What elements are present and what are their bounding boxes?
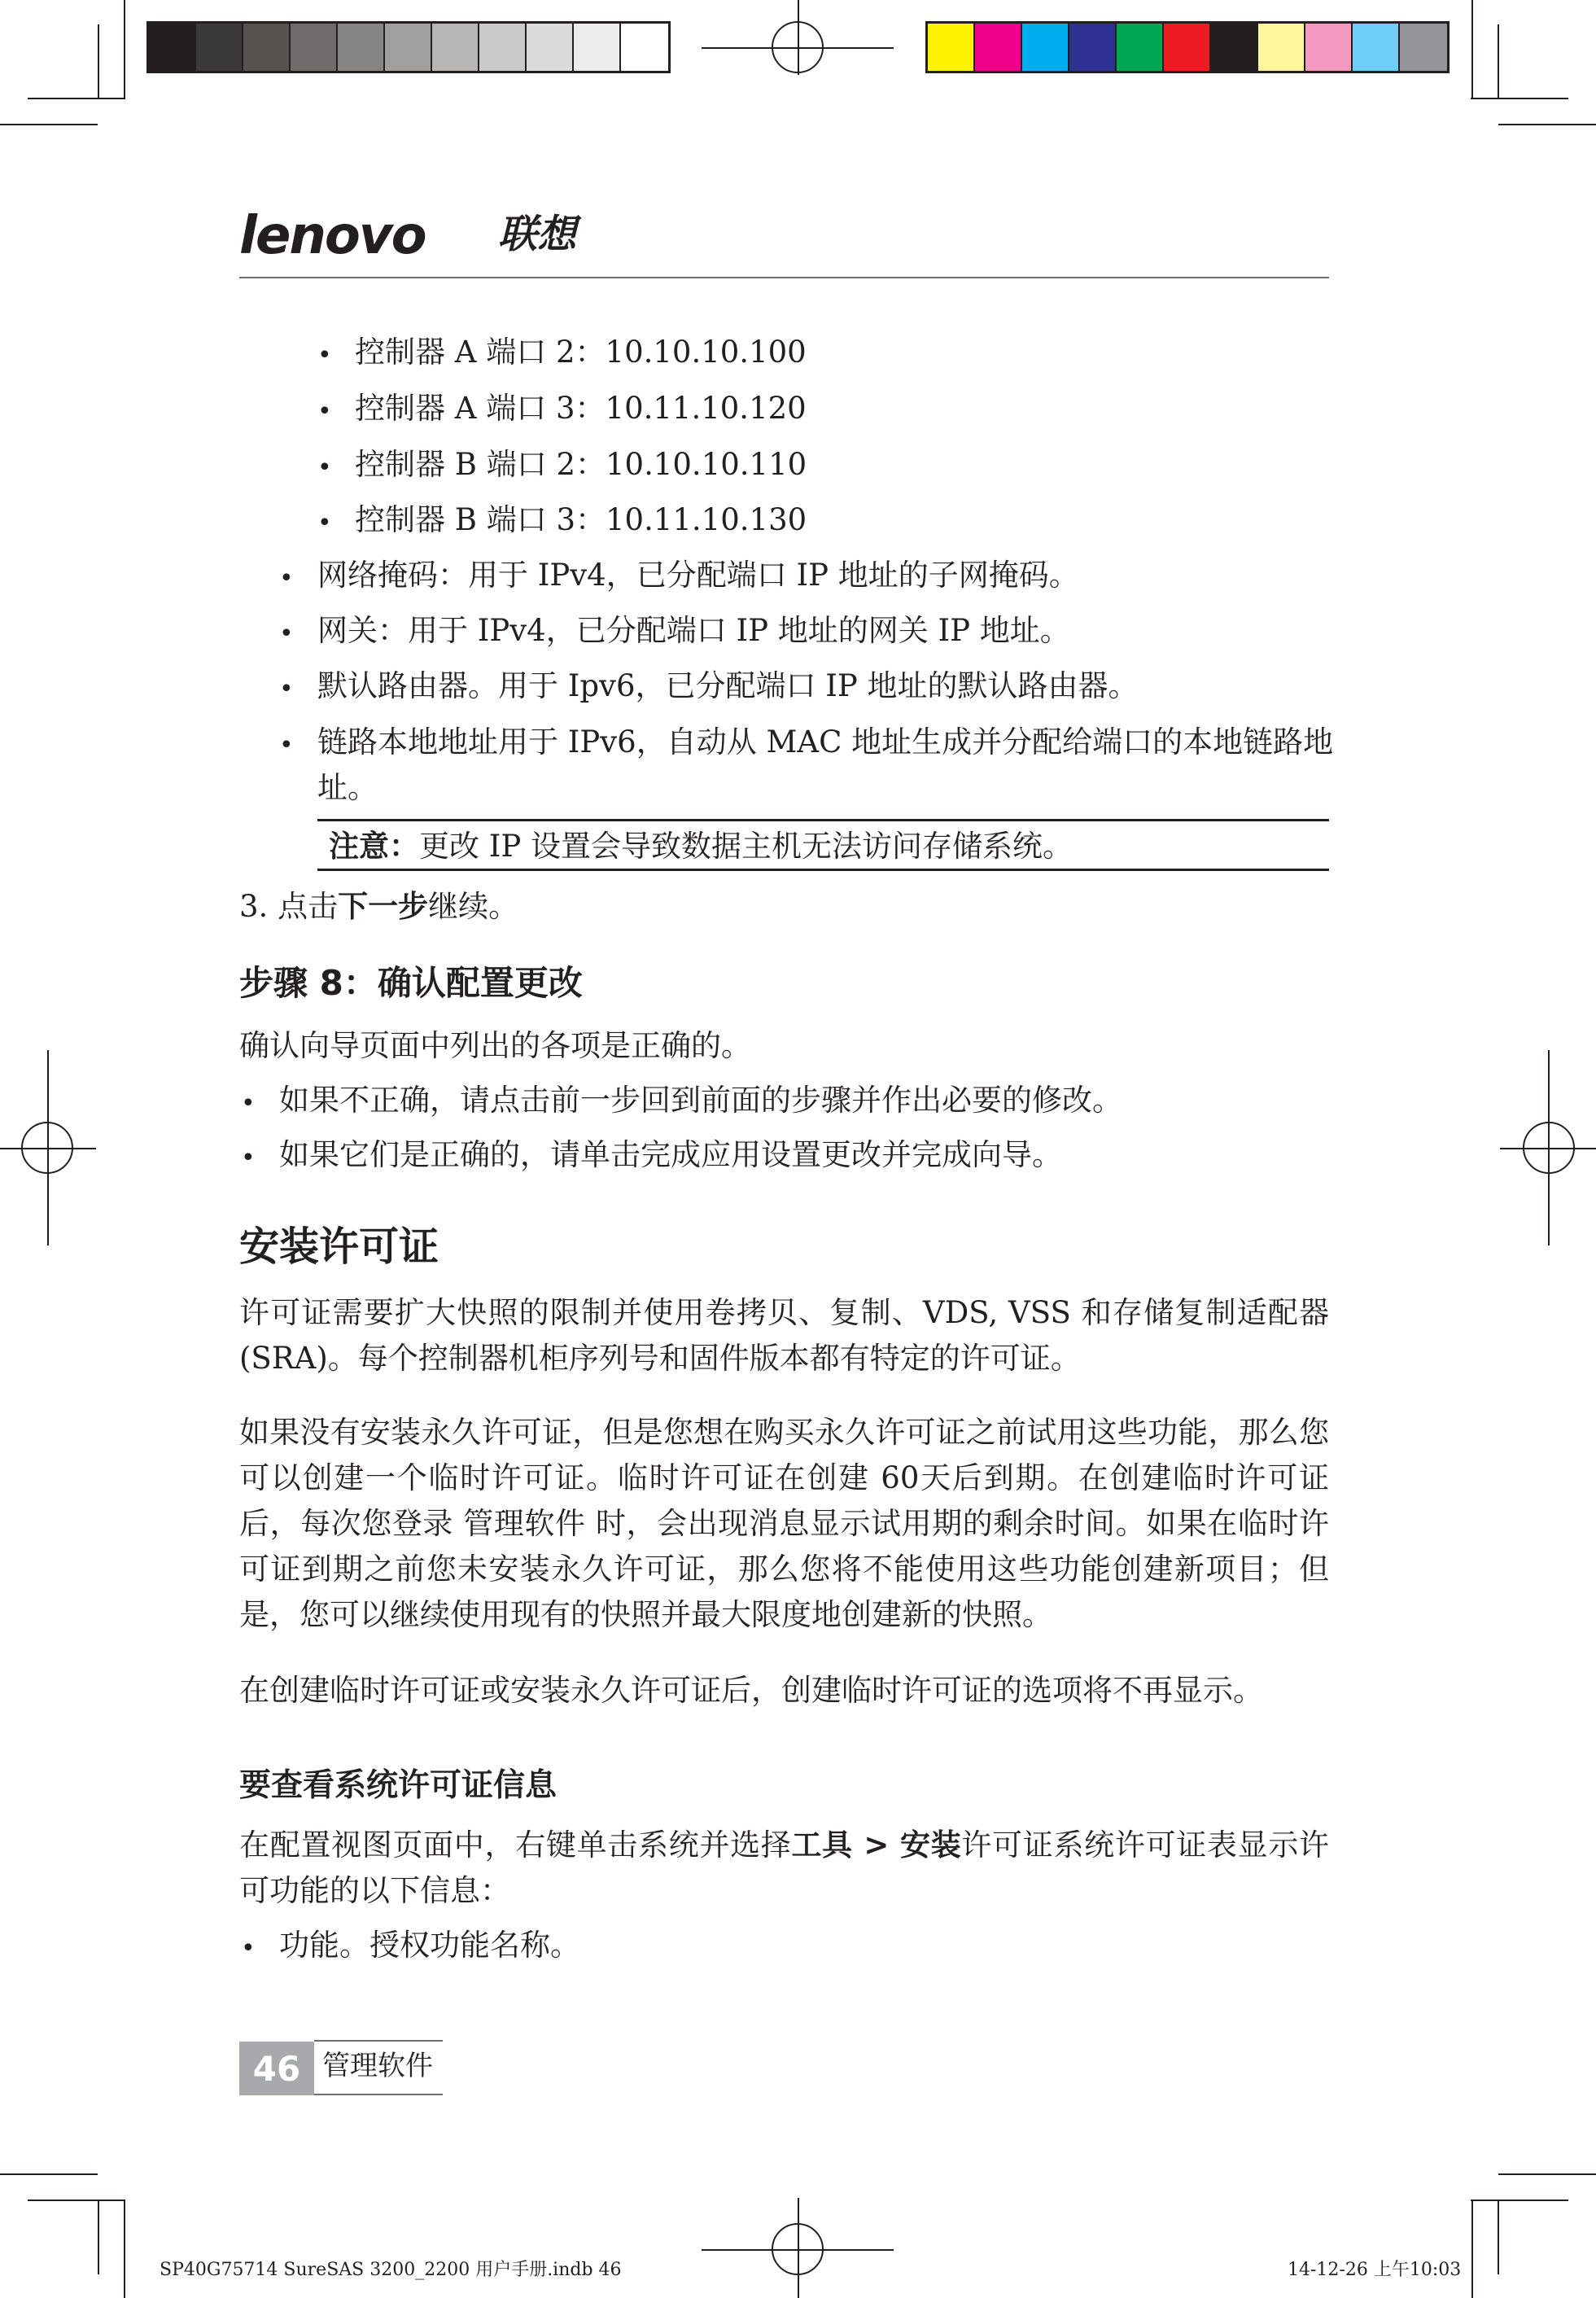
bullet: • <box>317 453 332 482</box>
grey-swatch <box>527 24 574 71</box>
bullet: • <box>279 619 294 648</box>
note-text: 更改 IP 设置会导致数据主机无法访问存储系统。 <box>419 829 1073 864</box>
grey-swatch <box>621 24 668 71</box>
step-8-intro: 确认向导页面中列出的各项是正确的。 <box>239 1028 751 1063</box>
bullet: • <box>241 1934 256 1963</box>
chapter-title: 管理软件 <box>322 2050 433 2082</box>
grey-swatch <box>574 24 621 71</box>
bullet: • <box>241 1089 256 1118</box>
list-item-continuation: 址。 <box>317 770 378 805</box>
color-swatch <box>1353 24 1400 71</box>
list-item: 链路本地地址用于 IPv6，自动从 MAC 地址生成并分配给端口的本地链路地 <box>317 724 1334 759</box>
color-swatch <box>1069 24 1117 71</box>
crop-mark <box>1498 2173 1596 2175</box>
color-swatch <box>1211 24 1258 71</box>
view-license-heading: 要查看系统许可证信息 <box>239 1767 558 1804</box>
bullet: • <box>279 564 294 593</box>
feature-bullet: 功能。授权功能名称。 <box>279 1928 580 1963</box>
color-swatch <box>1305 24 1353 71</box>
step-8-bullet: 如果它们是正确的，请单击完成应用设置更改并完成向导。 <box>279 1137 1062 1172</box>
footer-rule-top <box>314 2040 443 2042</box>
grey-swatch <box>291 24 338 71</box>
color-swatch <box>1258 24 1305 71</box>
grey-swatch <box>243 24 291 71</box>
note-label: 注意： <box>329 829 419 864</box>
next-step-label: 下一步 <box>338 889 429 924</box>
license-paragraph-2: 如果没有安装永久许可证，但是您想在购买永久许可证之前试用这些功能，那么您可以创建一个临时许可证。临时许可证在创建 60天后到期。在创建临时许可证后，每次您登录 管理软件 时，会出现消息显示试用期的剩余时间。如果在临时许可证到期之前您未安装永久许可证，那么您将不能使用这些功能创建新项目；但是，您可以继续使用现有的快照并最大限度地创建新的快照。 <box>239 1415 1329 1632</box>
grey-swatch <box>432 24 479 71</box>
lenovo-logo-chinese: 联想 <box>498 212 577 257</box>
license-paragraph-1: 许可证需要扩大快照的限制并使用卷拷贝、复制、VDS, VSS 和存储复制适配器 (SRA)。每个控制器机柜序列号和固件版本都有特定的许可证。 <box>239 1295 1329 1376</box>
grey-swatch <box>385 24 432 71</box>
step-3 <box>239 889 519 924</box>
list-item: 控制器 B 端口 2：10.10.10.110 <box>355 447 807 482</box>
license-paragraph-3: 在创建临时许可证或安装永久许可证后，创建临时许可证的选项将不再显示。 <box>239 1673 1263 1708</box>
footer-rule-bottom <box>314 2094 443 2095</box>
grey-swatch <box>338 24 385 71</box>
crop-mark <box>1471 0 1473 99</box>
bullet: • <box>317 509 332 537</box>
crop-mark <box>98 2200 99 2274</box>
grey-swatch <box>149 24 196 71</box>
bullet: • <box>241 1144 256 1172</box>
page-number: 46 <box>239 2042 314 2095</box>
crop-mark <box>1498 124 1596 125</box>
crop-mark <box>1471 98 1568 99</box>
list-item: 控制器 B 端口 3：10.11.10.130 <box>355 502 807 537</box>
tools-install-label: 工具 > 安装 <box>791 1827 962 1862</box>
crop-mark <box>124 2200 125 2298</box>
lenovo-logo: lenovo <box>239 206 426 266</box>
note-rule-top <box>317 819 1329 821</box>
bullet: • <box>279 731 294 759</box>
bullet: • <box>317 341 332 370</box>
list-item: 网络掩码：用于 IPv4，已分配端口 IP 地址的子网掩码。 <box>317 558 1079 593</box>
crop-mark <box>28 98 125 99</box>
header-rule <box>239 277 1329 278</box>
list-item: 默认路由器。用于 Ipv6，已分配端口 IP 地址的默认路由器。 <box>317 668 1139 703</box>
crop-mark <box>1498 24 1499 99</box>
date-slug: 14-12-26 上午10:03 <box>1288 2260 1462 2280</box>
step-3-suffix: 继续。 <box>428 889 519 924</box>
crop-mark <box>0 2173 98 2175</box>
color-calibration-bar <box>925 21 1450 73</box>
step-8-heading: 步骤 8：确认配置更改 <box>239 963 583 1003</box>
color-swatch <box>975 24 1022 71</box>
license-heading: 安装许可证 <box>239 1223 439 1270</box>
bullet: • <box>279 675 294 703</box>
note <box>329 829 1073 864</box>
color-swatch <box>1164 24 1211 71</box>
file-slug: SP40G75714 SureSAS 3200_2200 用户手册.indb 46 <box>160 2260 622 2280</box>
grey-swatch <box>196 24 243 71</box>
para4-prefix: 在配置视图页面中，右键单击系统并选择 <box>239 1827 792 1862</box>
color-swatch <box>1117 24 1164 71</box>
note-rule-bottom <box>317 869 1329 871</box>
color-swatch <box>928 24 975 71</box>
grey-calibration-bar <box>146 21 671 73</box>
color-swatch <box>1022 24 1069 71</box>
step-8-bullet: 如果不正确，请点击前一步回到前面的步骤并作出必要的修改。 <box>279 1083 1122 1118</box>
bullet: • <box>317 397 332 426</box>
license-paragraph-4 <box>239 1823 1329 1914</box>
crop-mark <box>28 2200 125 2201</box>
step-3-prefix: 3. 点击 <box>239 889 339 924</box>
crop-mark <box>1471 2200 1568 2201</box>
color-swatch <box>1400 24 1447 71</box>
para4-suffix: 许可证系统许可证表显示许可功能的以下信息： <box>239 1827 1330 1908</box>
crop-mark <box>98 24 99 99</box>
list-item: 控制器 A 端口 2：10.10.10.100 <box>355 335 807 370</box>
crop-mark <box>1471 2200 1473 2298</box>
crop-mark <box>0 124 98 125</box>
list-item: 网关：用于 IPv4，已分配端口 IP 地址的网关 IP 地址。 <box>317 613 1070 648</box>
grey-swatch <box>479 24 527 71</box>
crop-mark <box>124 0 125 99</box>
list-item: 控制器 A 端口 3：10.11.10.120 <box>355 391 807 426</box>
crop-mark <box>1498 2200 1499 2274</box>
